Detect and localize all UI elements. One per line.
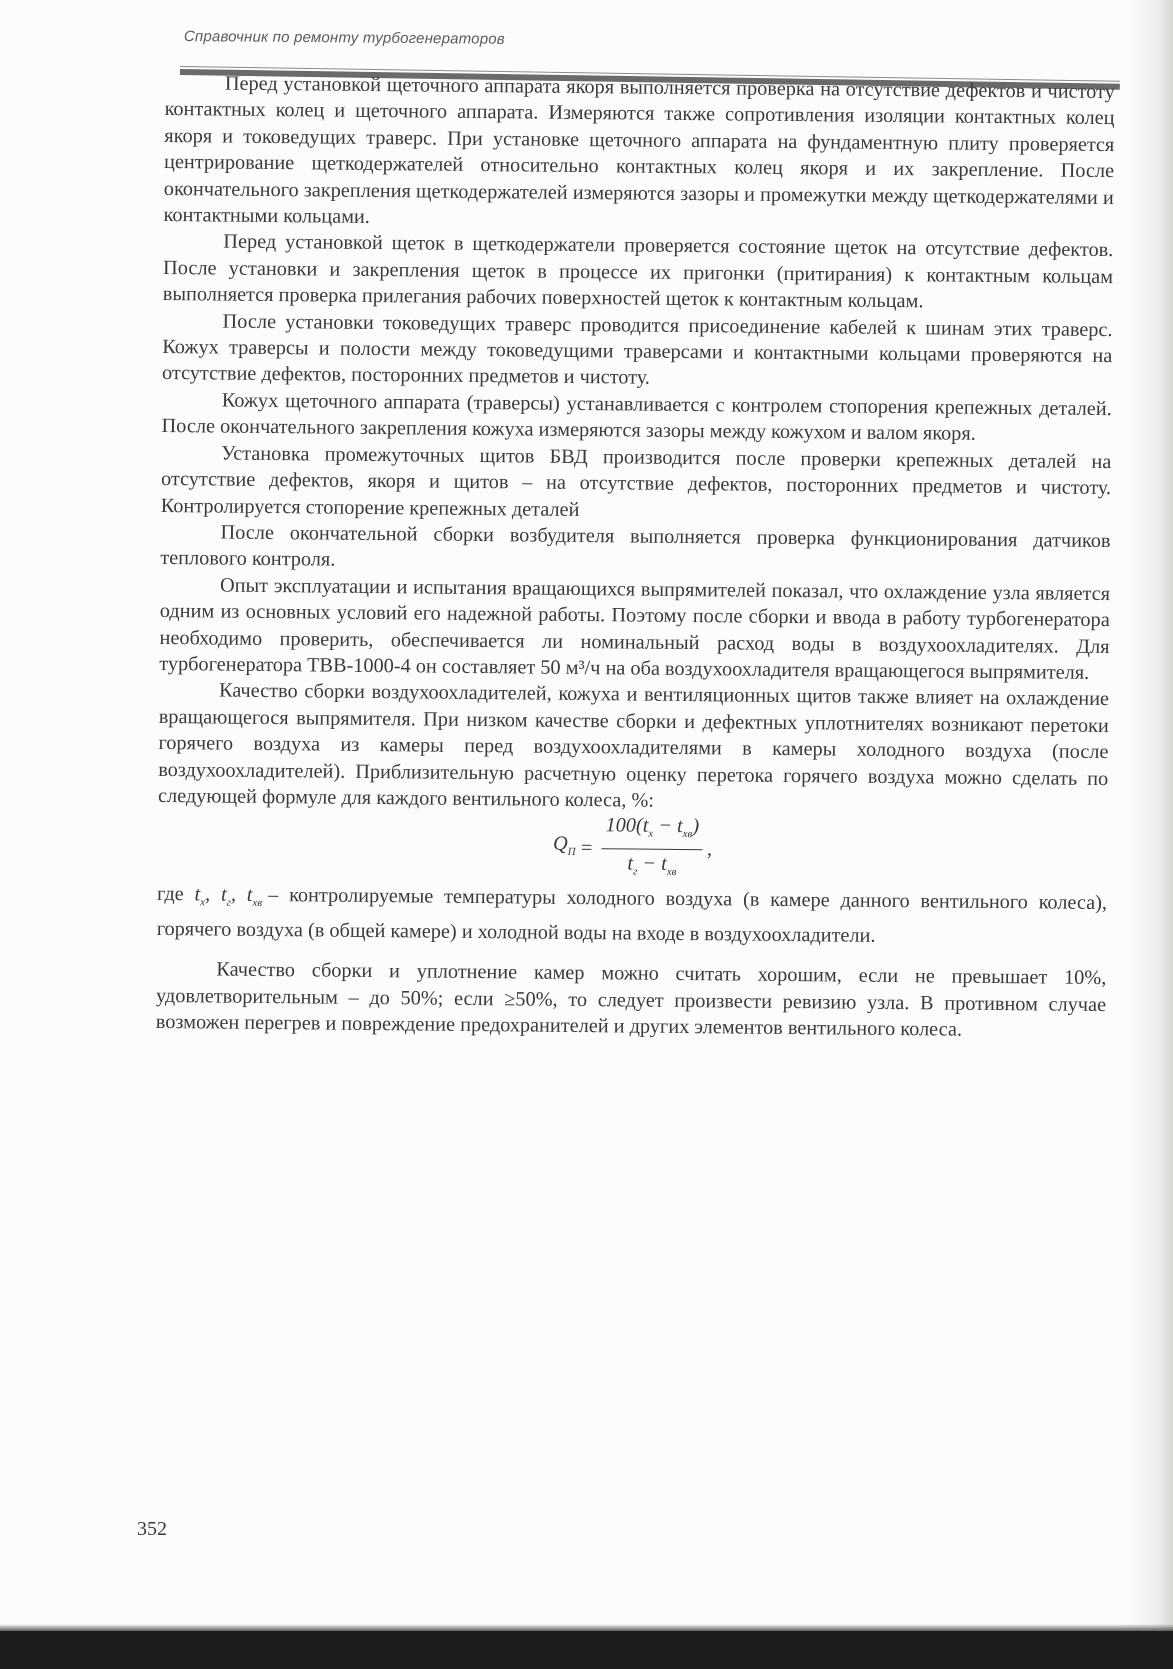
formula-legend: где $t_х$, $t_г$, $t_{хв}$ – контролируемые температуры холодного воздуха (в камере данного вентильного колеса), горячего воздуха (в общей камере) и холодной воды на входе в воздухоохладители.: [156, 883, 1108, 947]
paragraph: После окончательной сборки возбудителя выполняется проверка функционирования датчиков теплового контроля.: [160, 521, 1111, 571]
paragraph: Кожух щеточного аппарата (траверсы) устанавливается с контролем стопорения крепежных деталей. После окончательного закрепления кожуха измеряются зазоры между кожухом и валом якоря.: [161, 389, 1112, 446]
overflow-formula: [157, 813, 1108, 884]
paragraph: После установки токоведущих траверс проводится присоединение кабелей к шинам этих траверс. Кожух траверсы и полости между токоведущими траверсами и контактными кольцами проверяются на отсутствие дефектов, посторонних предметов и чистоту.: [161, 310, 1113, 390]
paragraph: Опыт эксплуатации и испытания вращающихся выпрямителей показал, что охлаждение узла является одним из основных условий его надежной работы. Поэтому после сборки и ввода в работу турбогенератора необходимо проверить, обеспечивается ли номинальный расход воды в воздухоохладителях. Для турбогенератора ТВВ-1000-4 он составляет 50 м³/ч на оба воздухоохладителя вращающегося выпрямителя.: [159, 574, 1111, 684]
paragraph-final: Качество сборки и уплотнение камер можно считать хорошим, если не превышает 10%, удовлетворительным – до 50%; если ≥50%, то следует произвести ревизию узла. В противном случае возможен перегрев и повреждение предохранителей и других элементов вентильного колеса.: [155, 958, 1107, 1041]
paragraph: Перед установкой щеток в щеткодержатели проверяется состояние щеток на отсутствие дефектов. После установки и закрепления щеток в процессе их пригонки (притирания) к контактным кольцам выполняется проверка прилегания рабочих поверхностей щеток к контактным кольцам.: [162, 231, 1114, 313]
formula-numerator: $100(t_х - t_{хв})$: [601, 812, 703, 850]
formula-equals: =: [579, 837, 594, 860]
formula-trailing-comma: ,: [706, 838, 713, 861]
formula-legend-variables: $t_х$, $t_г$, $t_{хв}$: [194, 883, 263, 910]
paragraph: Перед установкой щеточного аппарата якоря выполняется проверка на отсутствие дефектов и чистоту контактных колец и щеточного аппарата. Измеряются также сопротивления изоляции контактных колец якоря и токоведущих траверс. При установке щеточного аппарата на фундаментную плиту проверяется центрирование щеткодержателей относительно контактных колец якоря и их закрепление. После окончательного закрепления щеткодержателей измеряются зазоры и промежутки между щеткодержателями и контактными кольцами.: [163, 72, 1115, 229]
formula-lhs: $Q_П$: [552, 832, 576, 859]
paragraph: Качество сборки воздухоохладителей, кожуха и вентиляционных щитов также влияет на охлаждение вращающегося выпрямителя. При низком качестве сборки и дефектных уплотнителях возникают перетоки горячего воздуха из камеры перед воздухоохладителями в камеры холодного воздуха (после воздухоохладителей). Приблизительную расчетную оценку перетока горячего воздуха можно сделать по следующей формуле для каждого вентильного колеса, %:: [157, 679, 1110, 812]
formula-denominator: $t_г - t_{хв}$: [627, 852, 677, 879]
body-text: [156, 70, 1115, 1045]
formula-fraction: [601, 812, 703, 886]
scan-bottom-bar: [0, 1631, 1173, 1669]
paragraph: Установка промежуточных щитов БВД производится после проверки крепежных деталей на отсутствие дефектов, якоря и щитов – на отсутствие дефектов, посторонних предметов и чистоту. Контролируется стопорение крепежных деталей: [160, 442, 1112, 521]
page-edge-shadow: [1125, 0, 1173, 1669]
running-head-title: Справочник по ремонту турбогенераторов: [183, 28, 505, 48]
page-number: 352: [137, 1518, 167, 1540]
